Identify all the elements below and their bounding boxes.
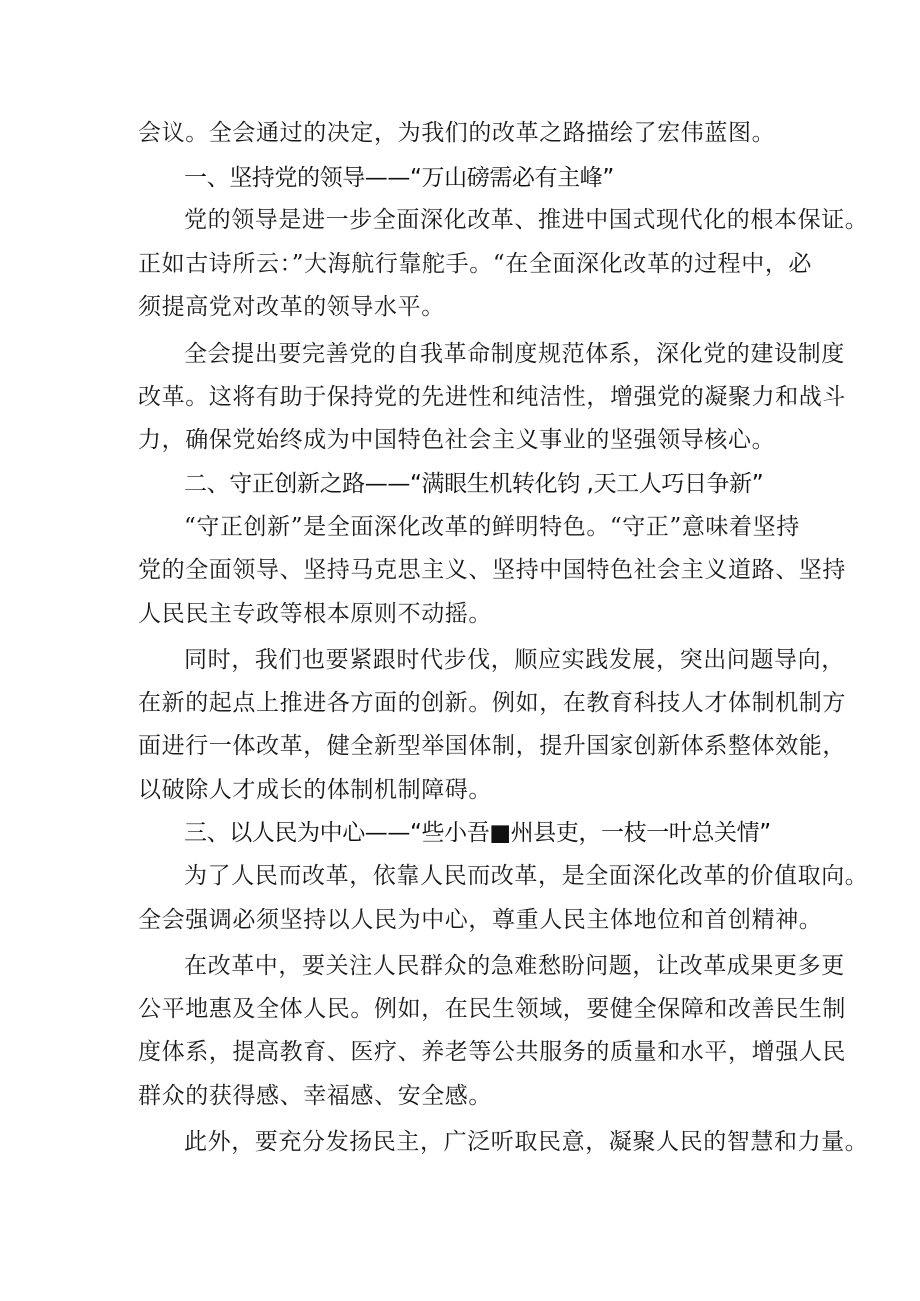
paragraph-line: 在新的起点上推进各方面的创新。例如，在教育科技人才体制机制方 [138, 690, 846, 716]
paragraph-line: 全会提出要完善党的自我革命制度规范体系，深化党的建设制度 [184, 341, 845, 367]
paragraph-line: 群众的获得感、幸福感、安全感。 [138, 1083, 492, 1109]
paragraph-line: 人民民主专政等根本原则不动摇。 [138, 601, 492, 627]
paragraph-line: 在改革中，要关注人民群众的急难愁盼问题，让改革成果更多更 [184, 953, 845, 979]
paragraph-line: 公平地惠及全体人民。例如，在民生领域，要健全保障和改善民生制 [138, 996, 846, 1022]
paragraph-line: 须提高党对改革的领导水平。 [138, 294, 445, 320]
section-heading-1: 一、坚持党的领导——“万山磅需必有主峰” [184, 165, 614, 191]
paragraph-line: 党的领导是进一步全面深化改革、推进中国式现代化的根本保证。 [184, 207, 869, 233]
paragraph-line: 以破除人才成长的体制机制障碍。 [138, 777, 492, 803]
paragraph-line: 正如古诗所云：”大海航行靠舵手。“在全面深化改革的过程中，必 [138, 251, 813, 277]
paragraph-line: “守正创新”是全面深化改革的鲜明特色。“守正”意味着坚持 [184, 514, 800, 540]
paragraph-line: 党的全面领导、坚持马克思主义、坚持中国特色社会主义道路、坚持 [138, 557, 846, 583]
paragraph-line: 为了人民而改革，依靠人民而改革，是全面深化改革的价值取向。 [184, 863, 869, 889]
paragraph-line: 度体系，提高教育、医疗、养老等公共服务的质量和水平，增强人民 [138, 1039, 846, 1065]
section-heading-2: 二、守正创新之路——“满眼生机转化钧 ,天工人巧日争新” [184, 471, 764, 497]
paragraph-line: 面进行一体改革，健全新型举国体制，提升国家创新体系整体效能， [138, 733, 846, 759]
paragraph-line: 此外，要充分发扬民主，广泛听取民意，凝聚人民的智慧和力量。 [184, 1129, 869, 1155]
section-heading-3: 三、以人民为中心——“些小吾■州县吏，一枝一叶总关情” [184, 820, 771, 846]
paragraph-line: 会议。全会通过的决定，为我们的改革之路描绘了宏伟蓝图。 [138, 120, 776, 146]
paragraph-line: 改革。这将有助于保持党的先进性和纯洁性，增强党的凝聚力和战斗 [138, 384, 846, 410]
paragraph-line: 力，确保党始终成为中国特色社会主义事业的坚强领导核心。 [138, 427, 776, 453]
paragraph-line: 同时，我们也要紧跟时代步伐，顺应实践发展，突出问题导向， [184, 647, 845, 673]
paragraph-line: 全会强调必须坚持以人民为中心，尊重人民主体地位和首创精神。 [138, 907, 823, 933]
